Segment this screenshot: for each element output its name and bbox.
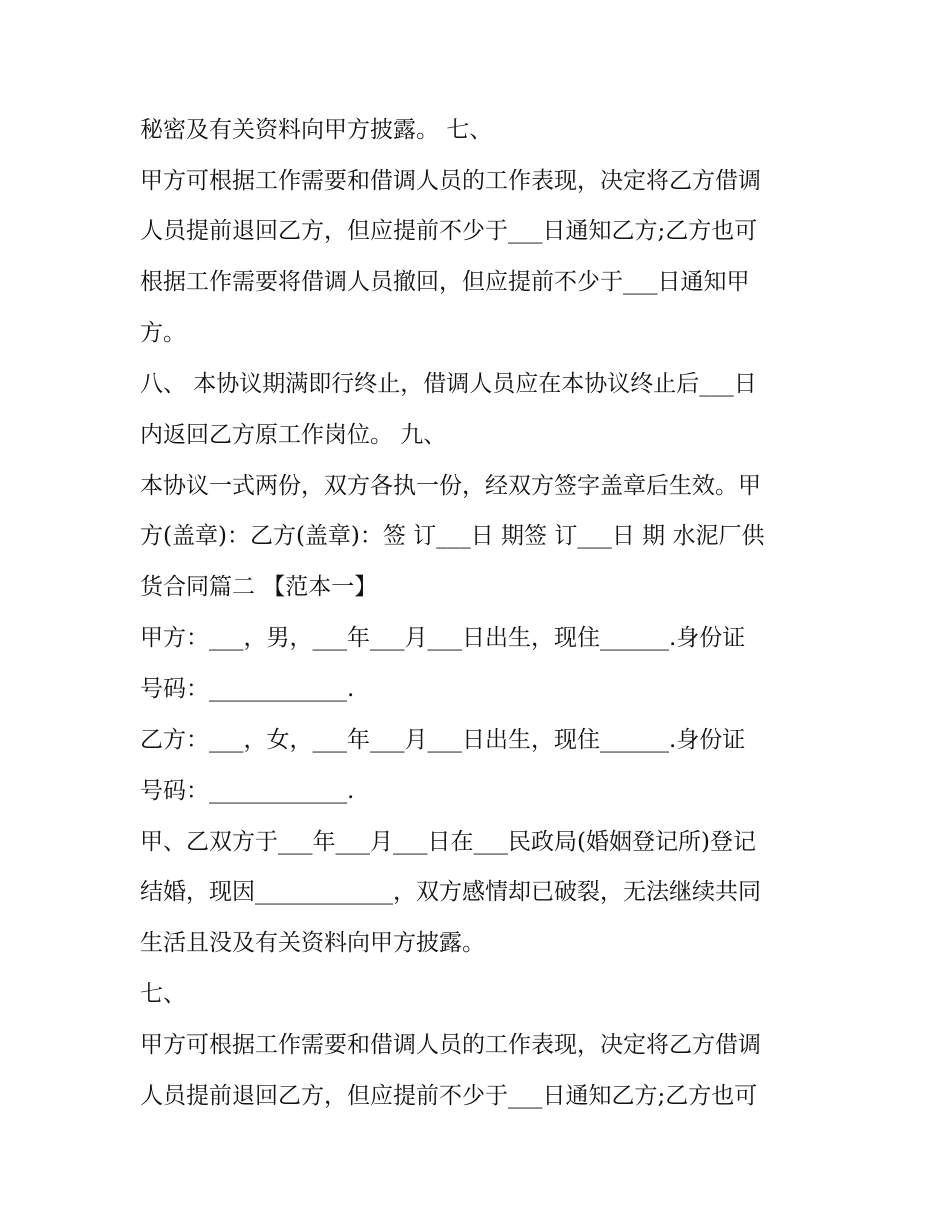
text-line: 乙方：___，女，___年___月___日出生，现住______.身份证: [140, 727, 746, 753]
text-line: 生活且没及有关资料向甲方披露。: [140, 930, 485, 956]
text-line: 八、 本协议期满即行终止，借调人员应在本协议终止后___日: [140, 371, 757, 397]
text-line: 甲、乙双方于___年___月___日在___民政局(婚姻登记所)登记: [140, 829, 756, 855]
text-line: 货合同篇二 【范本一】: [140, 574, 378, 600]
text-line: 人员提前退回乙方，但应提前不少于___日通知乙方;乙方也可: [140, 218, 758, 244]
text-line: 方(盖章)：乙方(盖章)：签 订___日 期签 订___日 期 水泥厂供: [140, 523, 765, 549]
text-line: 甲方可根据工作需要和借调人员的工作表现，决定将乙方借调: [140, 168, 761, 194]
text-line: 甲方可根据工作需要和借调人员的工作表现，决定将乙方借调: [140, 1032, 761, 1058]
text-line: 号码：____________.: [140, 778, 355, 804]
text-line: 人员提前退回乙方，但应提前不少于___日通知乙方;乙方也可: [140, 1083, 758, 1109]
text-line: 根据工作需要将借调人员撤回，但应提前不少于___日通知甲: [140, 269, 750, 295]
text-line: 号码：____________.: [140, 676, 355, 702]
text-line: 方。: [140, 320, 186, 346]
text-line: 结婚，现因____________，双方感情却已破裂，无法继续共同: [140, 879, 761, 905]
text-line: 本协议一式两份，双方各执一份，经双方签字盖章后生效。甲: [140, 473, 761, 499]
text-line: 七、: [140, 981, 186, 1007]
text-line: 甲方：___，男，___年___月___日出生，现住______.身份证: [140, 625, 746, 651]
text-line: 内返回乙方原工作岗位。 九、: [140, 422, 447, 448]
text-line: 秘密及有关资料向甲方披露。 七、: [140, 117, 493, 143]
